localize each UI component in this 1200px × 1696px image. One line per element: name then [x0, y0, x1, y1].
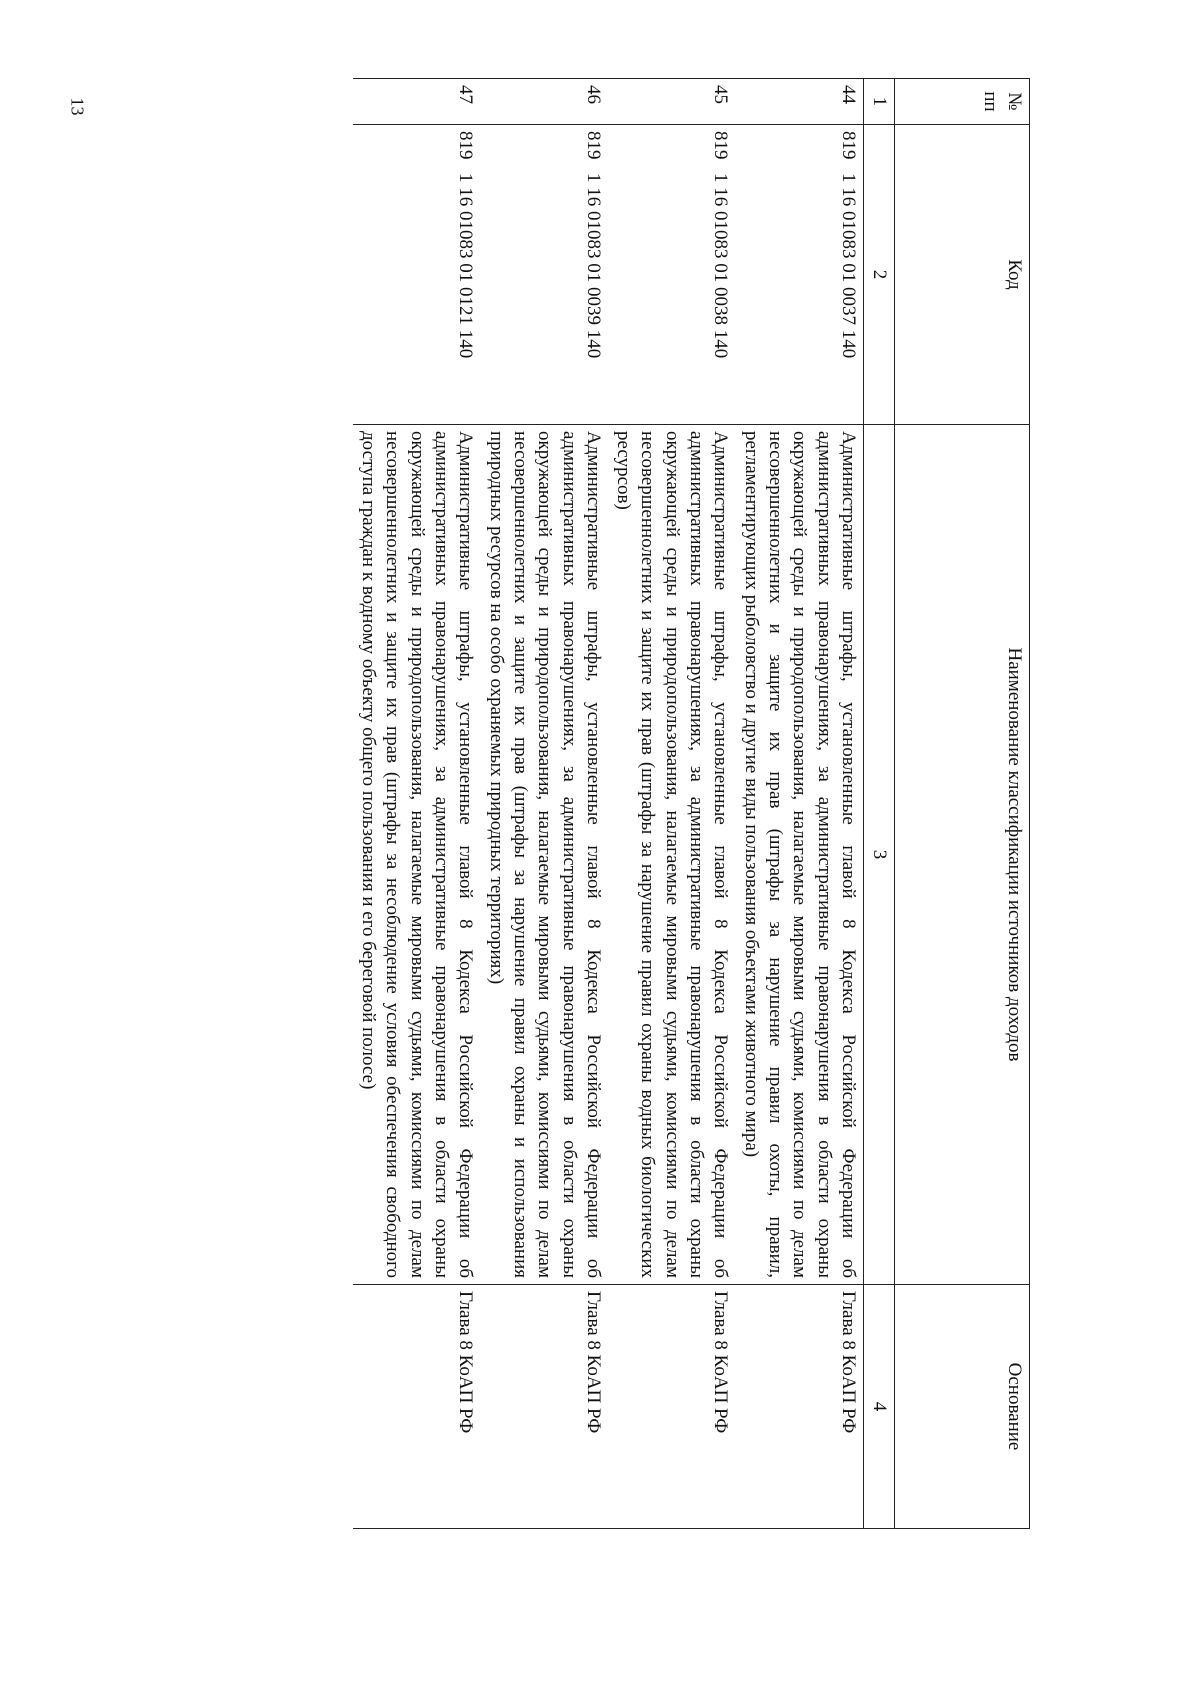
- classification-name: Административные штрафы, установленные главой 8 Кодекса Российской Федерации об административных правонарушениях, за административные правонарушения в области охраны окружающей среды и природопользования, налагаемые мировыми судьями, комиссиями по делам несовершеннолетних и защите их прав (штрафы за нарушение правил охоты, правил, регламентирующих рыболовство и другие виды пользования объектами животного мира): [735, 425, 863, 1285]
- basis: Глава 8 КоАП РФ: [480, 1285, 608, 1529]
- header-basis: Основание: [895, 1285, 1030, 1529]
- basis: Глава 8 КоАП РФ: [353, 1285, 481, 1529]
- table-header-row: [895, 79, 1030, 1529]
- row-number: 44: [735, 79, 863, 125]
- header-no: № пп: [895, 79, 1030, 125]
- column-number: 4: [864, 1285, 895, 1529]
- classification-code: 1 16 01083 01 0038 140: [710, 173, 732, 359]
- header-name: Наименование классификации источников доходов: [895, 425, 1030, 1285]
- table-row: [480, 79, 608, 1529]
- admin-code: 819: [582, 131, 604, 160]
- classification-name: Административные штрафы, установленные главой 8 Кодекса Российской Федерации об административных правонарушениях, за административные правонарушения в области охраны окружающей среды и природопользования, налагаемые мировыми судьями, комиссиями по делам несовершеннолетних и защите их прав (штрафы за нарушение правил охраны и использования природных ресурсов на особо охраняемых природных территориях): [480, 425, 608, 1285]
- basis: Глава 8 КоАП РФ: [608, 1285, 736, 1529]
- row-number: 46: [480, 79, 608, 125]
- admin-code: 819: [838, 131, 859, 160]
- column-number: 1: [864, 79, 895, 125]
- code-cell: [735, 125, 863, 425]
- classification-code: 1 16 01083 01 0121 140: [455, 173, 477, 359]
- table-row: [735, 79, 863, 1529]
- header-code: Код: [895, 125, 1030, 425]
- column-number: 2: [864, 125, 895, 425]
- table-row: [608, 79, 736, 1529]
- revenue-classification-table: [353, 78, 1030, 1529]
- classification-name: Административные штрафы, установленные главой 8 Кодекса Российской Федерации об административных правонарушениях, за административные правонарушения в области охраны окружающей среды и природопользования, налагаемые мировыми судьями, комиссиями по делам несовершеннолетних и защите их прав (штрафы за нарушение правил охраны водных биологических ресурсов): [608, 425, 736, 1285]
- column-number-row: [864, 79, 895, 1529]
- code-cell: [608, 125, 736, 425]
- classification-code: 1 16 01083 01 0037 140: [838, 173, 859, 359]
- row-number: 45: [608, 79, 736, 125]
- classification-code: 1 16 01083 01 0039 140: [582, 173, 604, 359]
- page-number: 13: [67, 97, 88, 116]
- row-number: 47: [353, 79, 481, 125]
- table-row: [353, 79, 481, 1529]
- column-number: 3: [864, 425, 895, 1285]
- basis: Глава 8 КоАП РФ: [735, 1285, 863, 1529]
- admin-code: 819: [710, 131, 732, 160]
- admin-code: 819: [455, 131, 477, 160]
- code-cell: [480, 125, 608, 425]
- classification-name: Административные штрафы, установленные главой 8 Кодекса Российской Федерации об административных правонарушениях, за административные правонарушения в области охраны окружающей среды и природопользования, налагаемые мировыми судьями, комиссиями по делам несовершеннолетних и защите их прав (штрафы за несоблюдение условия обеспечения свободного доступа граждан к водному объекту общего пользования и его береговой полосе): [353, 425, 481, 1285]
- rotated-table-container: [150, 78, 1030, 1528]
- code-cell: [353, 125, 481, 425]
